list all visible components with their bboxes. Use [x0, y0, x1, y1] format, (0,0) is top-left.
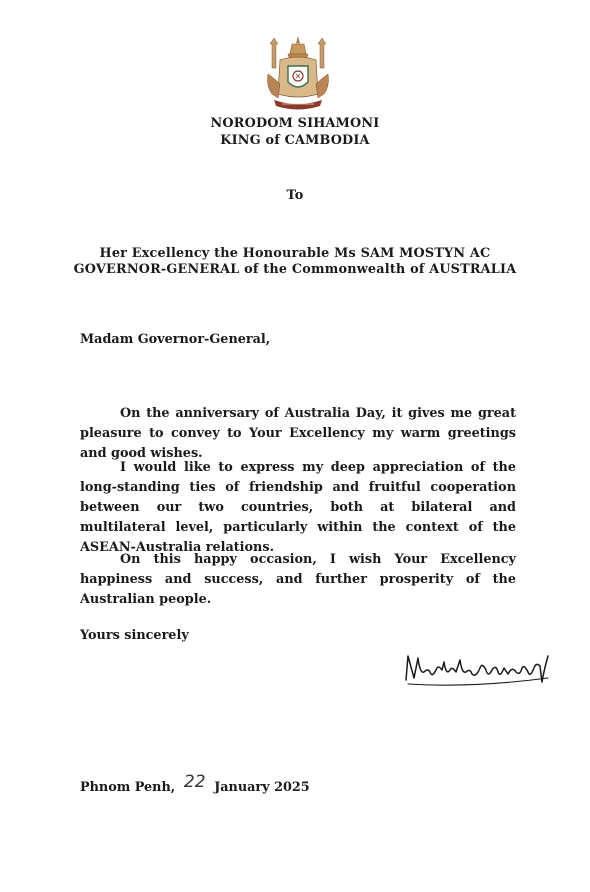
royal-arms-of-cambodia-icon: [262, 34, 334, 116]
salutation: Madam Governor-General,: [80, 332, 271, 347]
recipient-line-1: Her Excellency the Honourable Ms SAM MOSTYN AC: [99, 246, 491, 261]
to-label: To: [286, 188, 304, 203]
sender-title: KING of CAMBODIA: [220, 133, 370, 148]
dateline: [80, 772, 310, 796]
recipient-line-2: GOVERNOR-GENERAL of the Commonwealth of AUSTRALIA: [73, 262, 517, 277]
body-paragraph-1: On the anniversary of Australia Day, it gives me great pleasure to convey to Your Excellency my warm greetings and good wishes.: [80, 406, 516, 461]
closing: Yours sincerely: [80, 628, 189, 643]
body-paragraph-3: On this happy occasion, I wish Your Excellency happiness and success, and further prosperity of the Australian people.: [80, 552, 516, 607]
date-place: Phnom Penh,: [80, 780, 176, 795]
body-paragraph-2: I would like to express my deep appreciation of the long-standing ties of friendship and fruitful cooperation between our two countries, both at bilateral and multilateral level, particularly within the context of the ASEAN-Australia relations.: [80, 460, 516, 555]
handwritten-signature-icon: [402, 648, 554, 690]
sender-name: NORODOM SIHAMONI: [210, 116, 380, 131]
date-month-year: January 2025: [214, 780, 310, 795]
date-day-handwritten: 22: [183, 772, 206, 792]
